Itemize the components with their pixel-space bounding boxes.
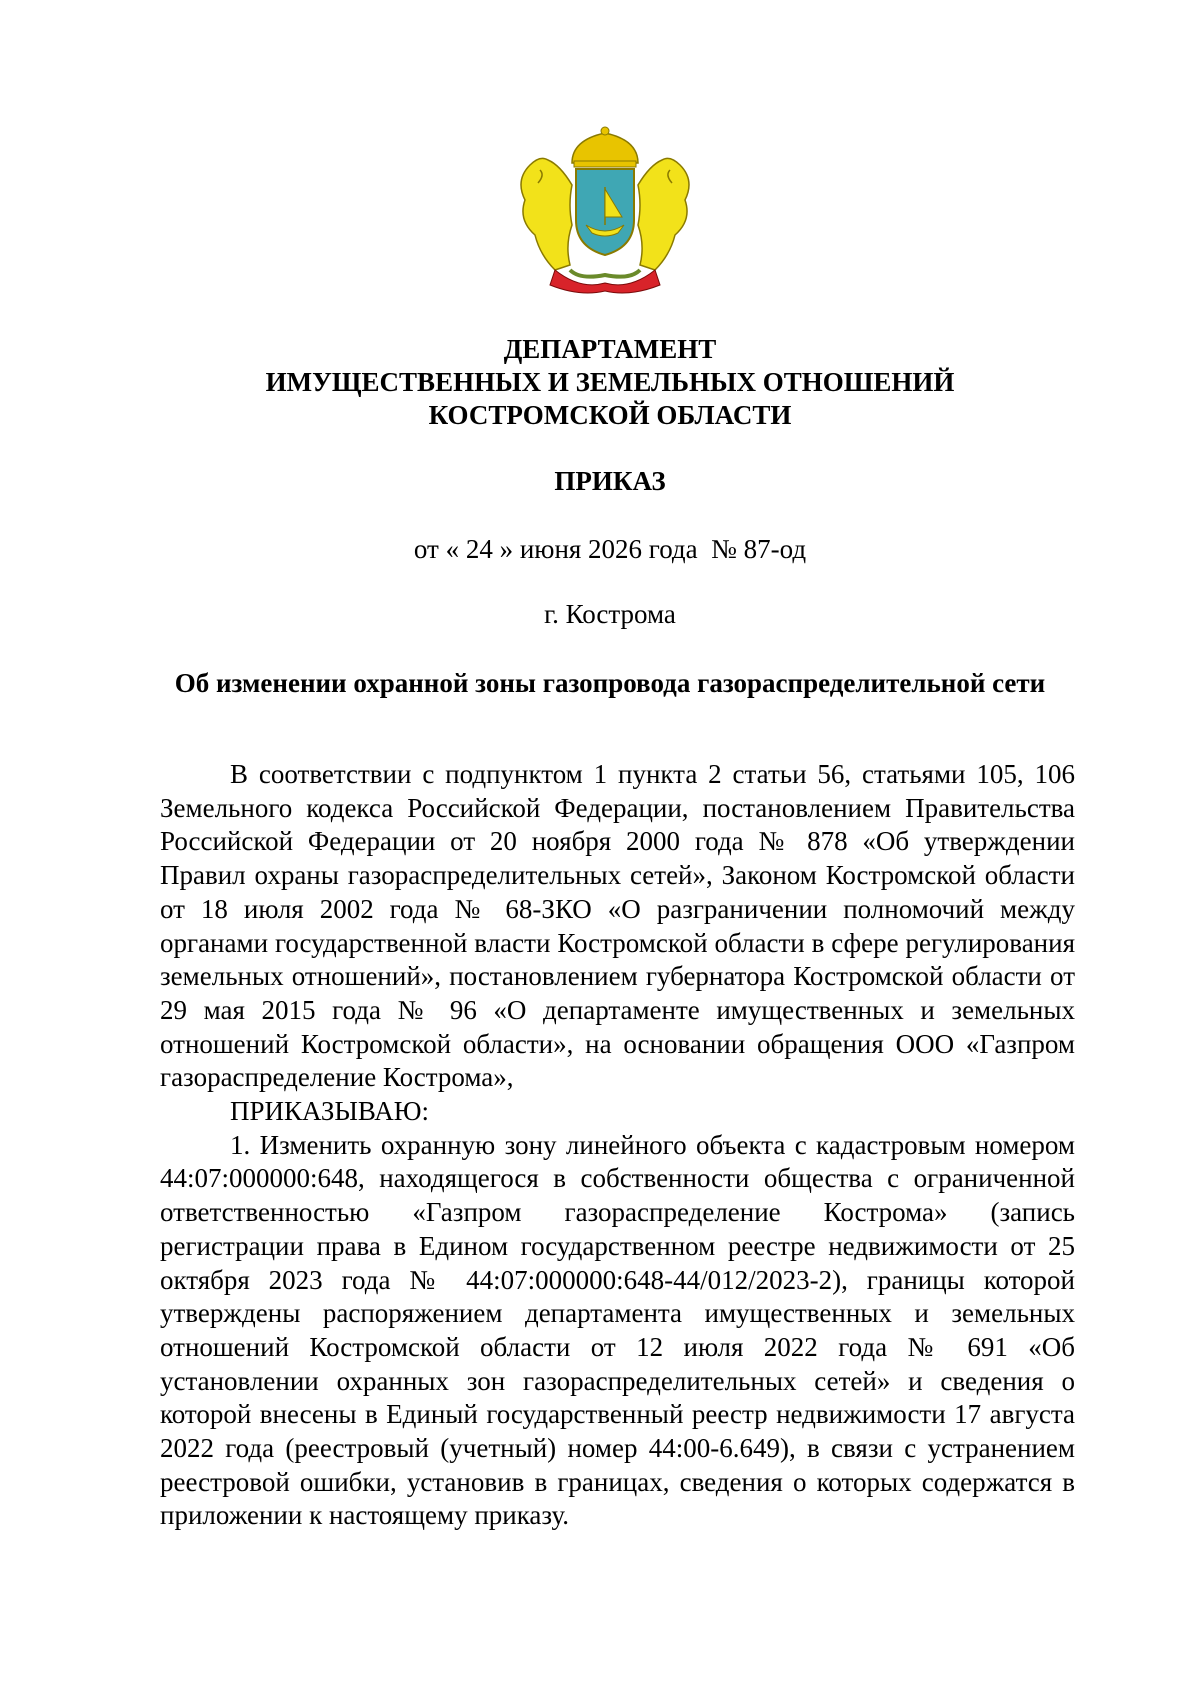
item-1-paragraph: 1. Изменить охранную зону линейного объекта с кадастровым номером 44:07:000000:648, находящегося в собственности общества с ограниченной ответственностью «Газпром газораспределение Кострома» (запись регистрации права в Едином государственном реестре недвижимости от 25 октября 2023 года № 44:07:000000:648-44/012/2023-2), границы которой утверждены распоряжением департамента имущественных и земельных отношений Костромской области от 12 июля 2022 года № 691 «Об установлении охранных зон газораспределительных сетей» и сведения о которой внесены в Единый государственный реестр недвижимости 17 августа 2022 года (реестровый (учетный) номер 44:00-6.649), в связи с устранением реестровой ошибки, установив в границах, сведения о которых содержатся в приложении к настоящему приказу. [160, 1129, 1075, 1531]
order-word: ПРИКАЗЫВАЮ: [230, 1096, 429, 1127]
order-subject: Об изменении охранной зоны газопровода газораспределительной сети [174, 668, 1046, 698]
department-line-2: ИМУЩЕСТВЕННЫХ И ЗЕМЕЛЬНЫХ ОТНОШЕНИЙ [265, 367, 955, 397]
department-heading [150, 333, 1070, 432]
order-title: ПРИКАЗ [554, 466, 666, 496]
department-line-3: КОСТРОМСКОЙ ОБЛАСТИ [428, 400, 792, 430]
order-date-number: от « 24 » июня 2026 года № 87-од [413, 534, 807, 564]
department-line-1: ДЕПАРТАМЕНТ [503, 334, 717, 364]
preamble-paragraph: В соответствии с подпунктом 1 пункта 2 статьи 56, статьями 105, 106 Земельного кодекса Российской Федерации, постановлением Правительства Российской Федерации от 20 ноября 2000 года № 878 «Об утверждении Правил охраны газораспределительных сетей», Законом Костромской области от 18 июля 2002 года № 68-ЗКО «О разграничении полномочий между органами государственной власти Костромской области в сфере регулирования земельных отношений», постановлением губернатора Костромской области от 29 мая 2015 года № 96 «О департаменте имущественных и земельных отношений Костромской области», на основании обращения ООО «Газпром газораспределение Кострома», [160, 759, 1075, 1093]
order-body [160, 758, 1075, 1533]
order-city: г. Кострома [544, 599, 676, 629]
coat-of-arms-icon [510, 125, 700, 295]
